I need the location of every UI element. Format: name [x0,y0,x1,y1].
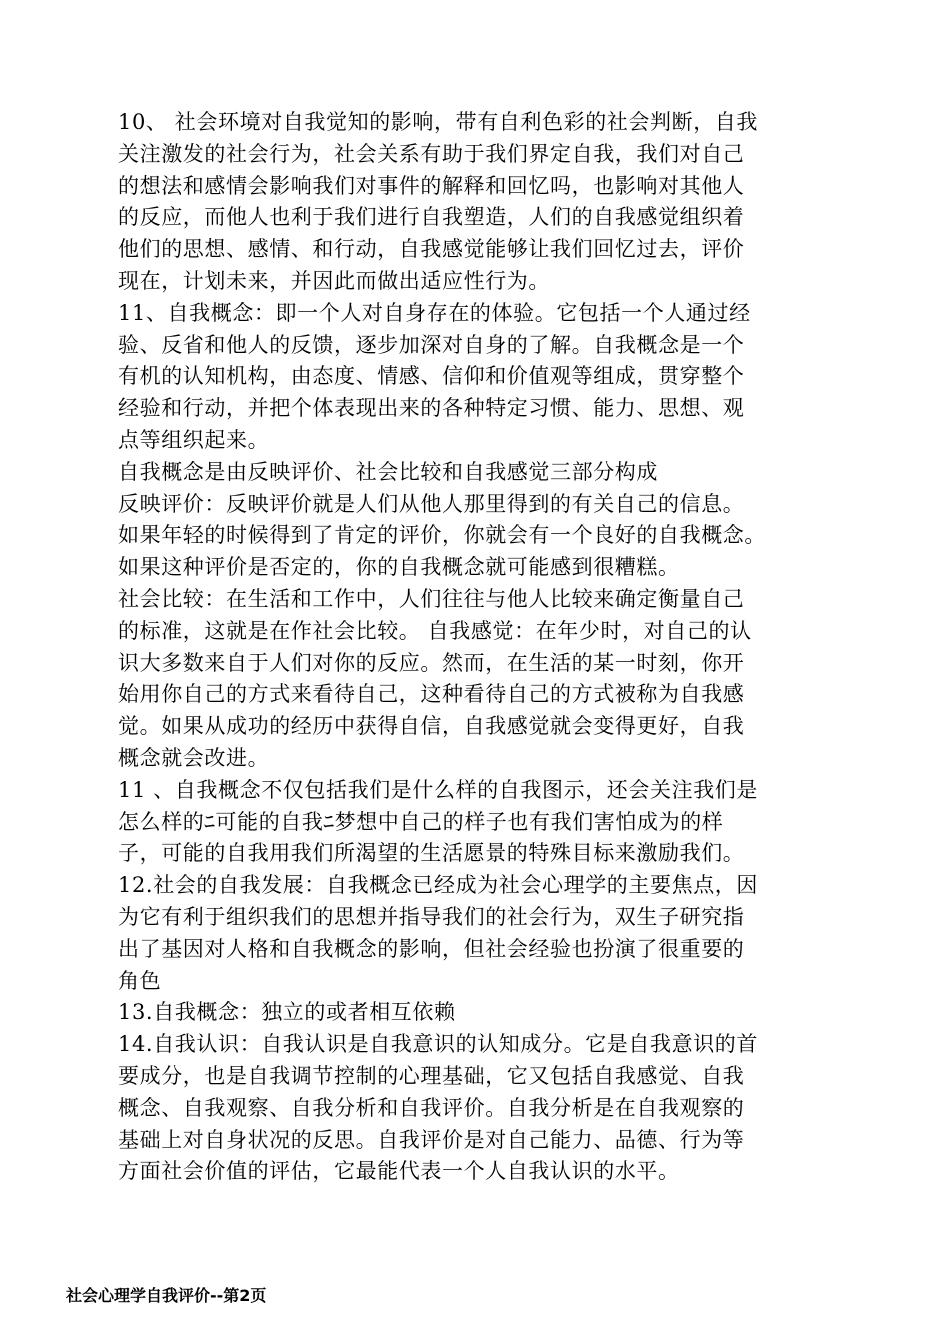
text-line: 如果年轻的时候得到了肯定的评价，你就会有一个良好的自我概念。 [118,523,766,548]
text-line: 现在，计划未来，并因此而做出适应性行为。 [118,268,550,293]
text-line: 怎么样的ﾆ可能的自我ﾆ梦想中自己的样子也有我们害怕成为的样 [118,809,724,834]
text-line: 自我概念是由反映评价、社会比较和自我感觉三部分构成 [118,459,658,484]
text-line: 子，可能的自我用我们所渴望的生活愿景的特殊目标来激励我们。 [118,841,745,866]
text-line: 11、自我概念：即一个人对自身存在的体验。它包括一个人通过经 [118,300,751,325]
text-line: 概念就会改进。 [118,745,270,770]
text-line: 经验和行动，并把个体表现出来的各种特定习惯、能力、思想、观 [118,396,745,421]
text-line: 14.自我认识：自我认识是自我意识的认知成分。它是自我意识的首 [118,1032,758,1057]
text-line: 他们的思想、感情、和行动，自我感觉能够让我们回忆过去，评价 [118,237,745,262]
text-line: 点等组织起来。 [118,427,270,452]
text-line: 如果这种评价是否定的，你的自我概念就可能感到很糟糕。 [118,555,680,580]
text-line: 识大多数来自于人们对你的反应。然而，在生活的某一时刻，你开 [118,650,745,675]
text-line: 方面社会价值的评估，它最能代表一个人自我认识的水平。 [118,1159,680,1184]
text-line: 12.社会的自我发展：自我概念已经成为社会心理学的主要焦点，因 [118,873,758,898]
text-line: 10、 社会环境对自我觉知的影响，带有自利色彩的社会判断，自我 [118,110,758,134]
text-line: 角色 [118,968,162,993]
text-line: 概念、自我观察、自我分析和自我评价。自我分析是在自我观察的 [118,1095,745,1120]
page-footer: 社会心理学自我评价--第2页 [66,1286,267,1305]
text-line: 社会比较：在生活和工作中，人们往往与他人比较来确定衡量自己 [118,586,745,611]
text-line: 为它有利于组织我们的思想并指导我们的社会行为，双生子研究指 [118,904,745,929]
text-line: 基础上对自身状况的反思。自我评价是对自己能力、品德、行为等 [118,1127,745,1152]
text-line: 的标准，这就是在作社会比较。 自我感觉：在年少时，对自己的认 [118,618,752,643]
text-line: 的想法和感情会影响我们对事件的解释和回忆吗，也影响对其他人 [118,173,745,198]
text-line: 始用你自己的方式来看待自己，这种看待自己的方式被称为自我感 [118,682,745,707]
text-line: 的反应，而他人也利于我们进行自我塑造，人们的自我感觉组织着 [118,205,745,230]
text-line: 反映评价：反映评价就是人们从他人那里得到的有关自己的信息。 [118,491,745,516]
document-body [118,107,838,1188]
text-line: 13.自我概念：独立的或者相互依赖 [118,1000,456,1025]
text-line: 觉。如果从成功的经历中获得自信，自我感觉就会变得更好，自我 [118,714,745,739]
text-line: 有机的认知机构，由态度、情感、信仰和价值观等组成，贯穿整个 [118,364,745,389]
text-line: 要成分，也是自我调节控制的心理基础，它又包括自我感觉、自我 [118,1063,745,1088]
text-line: 出了基因对人格和自我概念的影响，但社会经验也扮演了很重要的 [118,936,745,961]
text-line: 关注激发的社会行为，社会关系有助于我们界定自我，我们对自己 [118,141,745,166]
text-line: 11 、自我概念不仅包括我们是什么样的自我图示，还会关注我们是 [118,777,758,802]
text-line: 验、反省和他人的反馈，逐步加深对自身的了解。自我概念是一个 [118,332,745,357]
